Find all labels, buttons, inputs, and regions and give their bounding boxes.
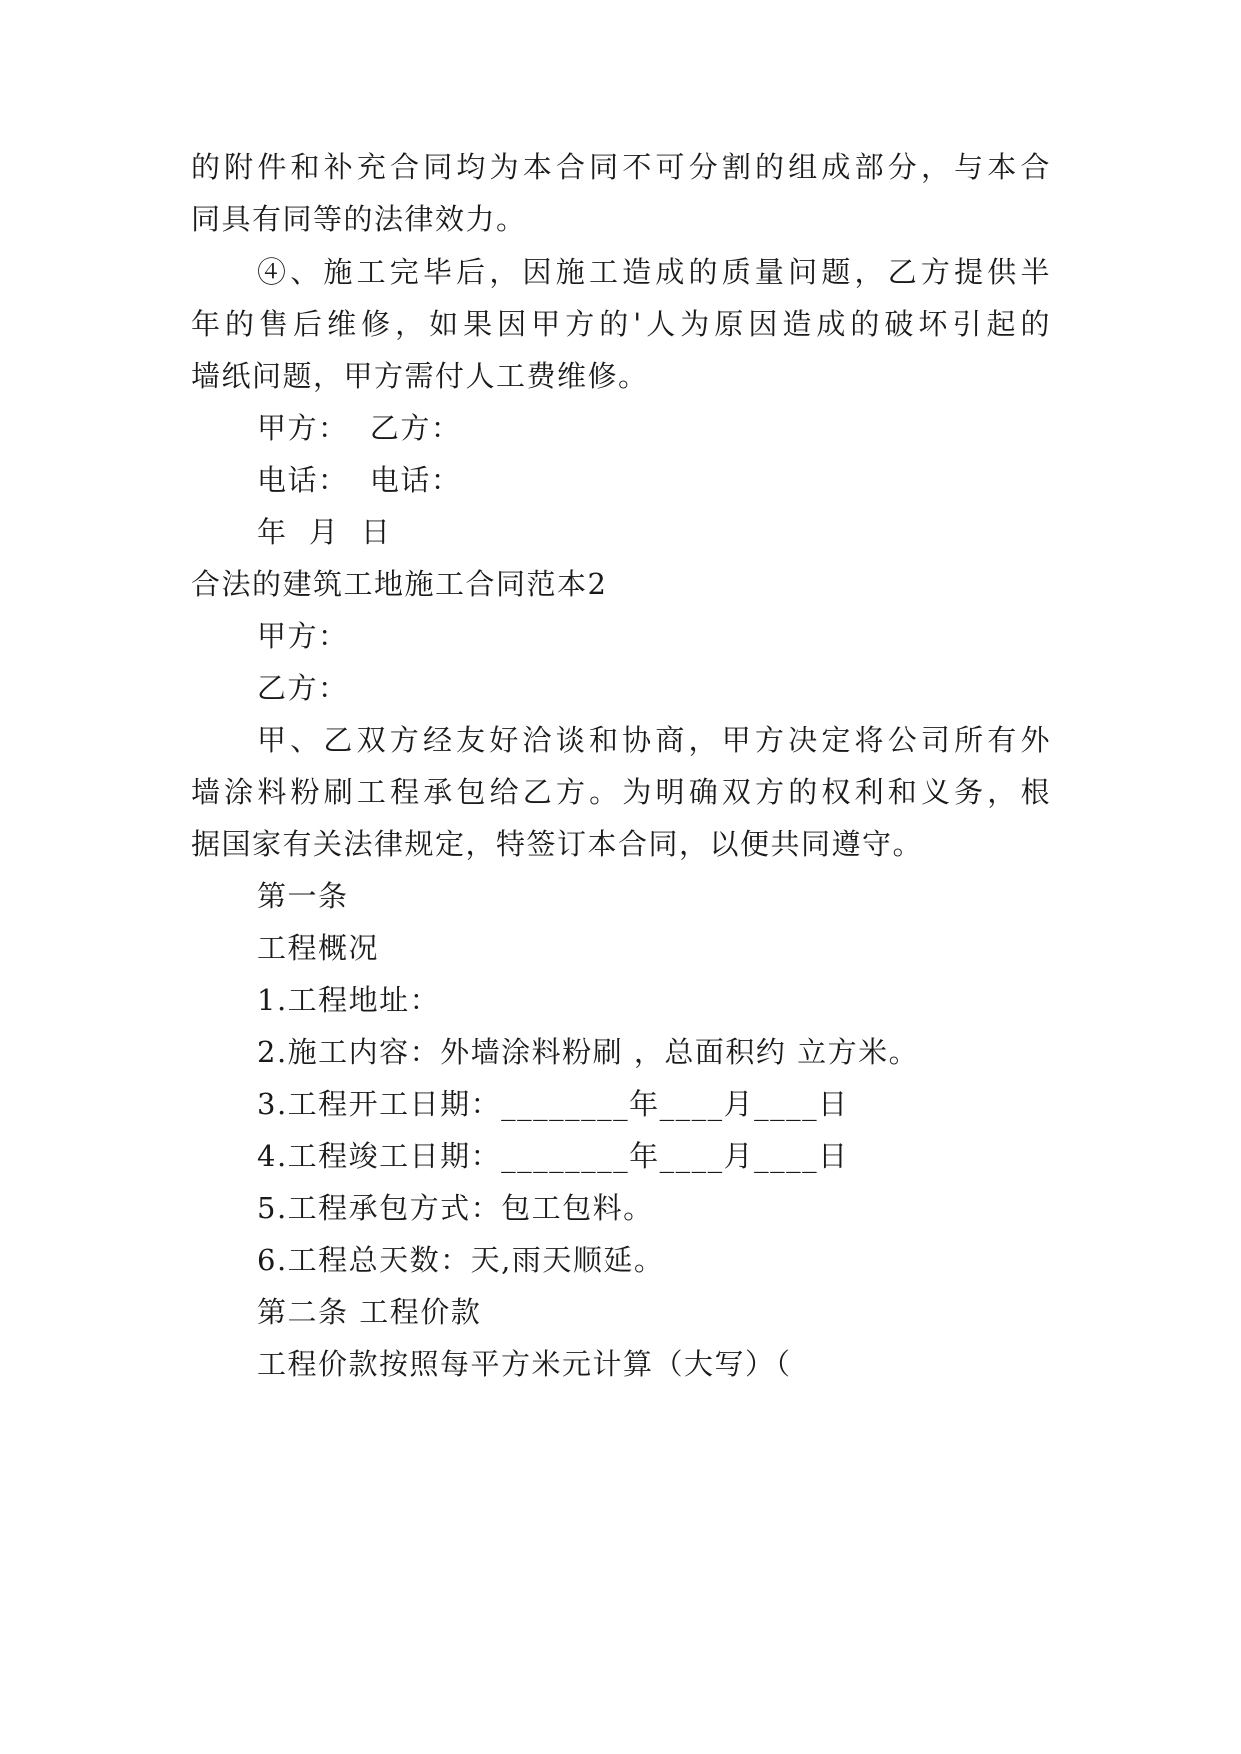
- article-1-item: 5.工程承包方式：包工包料。: [257, 1191, 654, 1225]
- signature-phones: 电话： 电话：: [257, 463, 462, 497]
- article-2-line-1: 工程价款按照每平方米元计算（大写）（: [257, 1347, 792, 1381]
- preamble-line-1: 甲、乙双方经友好洽谈和协商，甲方决定将公司所有外: [257, 723, 1051, 757]
- article-1-item: 3.工程开工日期：________年____月____日: [257, 1087, 849, 1121]
- article-1-item: 4.工程竣工日期：________年____月____日: [257, 1139, 849, 1173]
- section-title: 合法的建筑工地施工合同范本2: [191, 567, 608, 601]
- article-1-item: 2.施工内容：外墙涂料粉刷 ，总面积约 立方米。: [257, 1035, 920, 1069]
- signature-date: 年 月 日: [257, 515, 392, 549]
- article-1-item: 1.工程地址：: [257, 983, 441, 1017]
- preamble-line-2: 墙涂料粉刷工程承包给乙方。为明确双方的权利和义务，根: [191, 775, 1051, 809]
- article-1-heading: 第一条: [257, 879, 349, 913]
- maintenance-line-1: ④、施工完毕后，因施工造成的质量问题，乙方提供半: [257, 255, 1051, 289]
- maintenance-line-3: 墙纸问题，甲方需付人工费维修。: [191, 359, 649, 393]
- signature-parties: 甲方： 乙方：: [257, 411, 462, 445]
- attachments-line-2: 同具有同等的法律效力。: [191, 202, 527, 236]
- article-2-heading: 第二条 工程价款: [257, 1295, 482, 1329]
- preamble-line-3: 据国家有关法律规定，特签订本合同，以便共同遵守。: [191, 827, 924, 861]
- attachments-line-1: 的附件和补充合同均为本合同不可分割的组成部分，与本合: [191, 150, 1051, 184]
- maintenance-line-2: 年的售后维修，如果因甲方的'人为原因造成的破坏引起的: [191, 307, 1051, 341]
- article-1-title: 工程概况: [257, 931, 380, 965]
- party-b-label: 乙方：: [257, 671, 349, 705]
- party-a-label: 甲方：: [257, 619, 349, 653]
- article-1-item: 6.工程总天数：天,雨天顺延。: [257, 1243, 665, 1277]
